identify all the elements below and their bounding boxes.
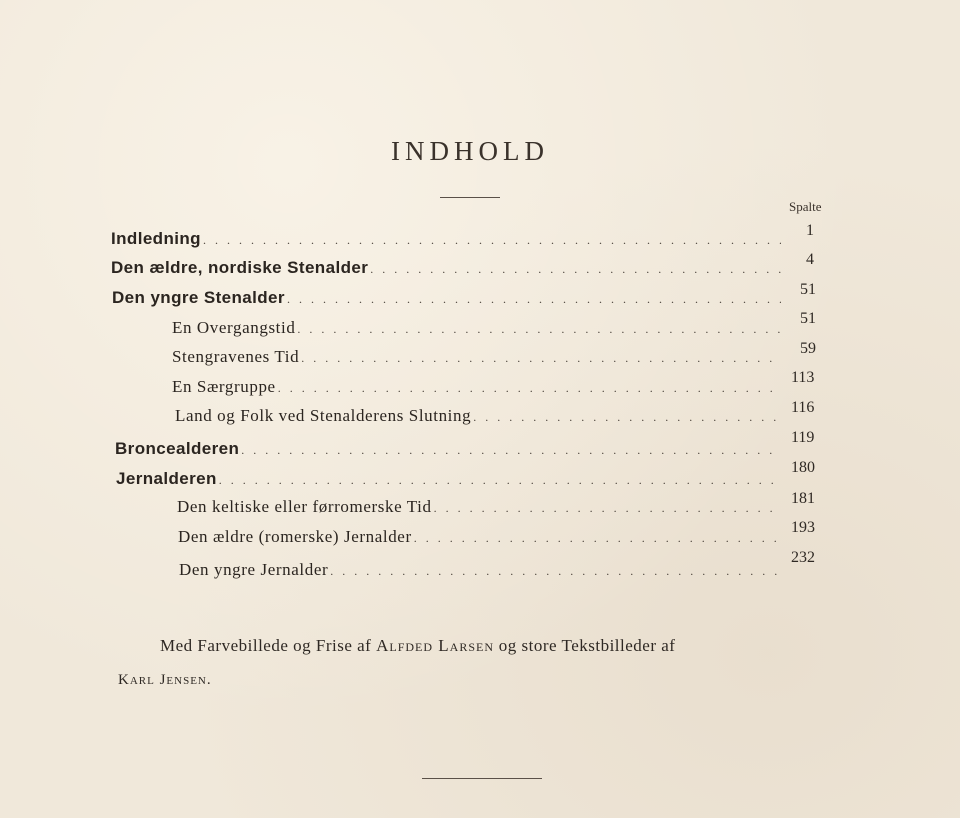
toc-entry bbox=[177, 497, 786, 517]
toc-entry-label: Den ældre, nordiske Stenalder bbox=[111, 258, 369, 277]
dot-leader bbox=[297, 322, 780, 337]
toc-entry-label: Jernalderen bbox=[116, 469, 217, 488]
toc-entry-label: Den yngre Jernalder bbox=[179, 560, 329, 579]
toc-entry-label: En Overgangstid bbox=[172, 318, 296, 337]
dot-leader bbox=[330, 564, 780, 579]
toc-entry-page: 193 bbox=[791, 519, 815, 536]
toc-entry bbox=[111, 258, 787, 278]
toc-entry-page: 181 bbox=[791, 490, 815, 507]
toc-entry-page: 119 bbox=[791, 429, 815, 446]
toc-entry-page: 116 bbox=[791, 399, 815, 416]
dot-leader bbox=[434, 501, 780, 516]
toc-entry-page: 51 bbox=[800, 281, 816, 298]
toc-entry-label: Den ældre (romerske) Jernalder bbox=[178, 527, 412, 546]
illustration-credit-line bbox=[118, 672, 212, 689]
toc-entry-label: Stengravenes Tid bbox=[172, 347, 300, 366]
dot-leader bbox=[278, 381, 778, 396]
toc-entry bbox=[115, 439, 786, 459]
toc-entry-label: Den yngre Stenalder bbox=[112, 288, 285, 307]
dot-leader bbox=[473, 410, 778, 425]
toc-entry bbox=[179, 560, 786, 580]
title-divider bbox=[440, 197, 500, 198]
toc-entry bbox=[172, 377, 784, 397]
credit-text: og store Tekstbilleder af bbox=[498, 636, 676, 655]
artist-name: Karl Jensen. bbox=[118, 672, 212, 688]
page-column-header: Spalte bbox=[789, 199, 822, 214]
toc-entry-page: 4 bbox=[806, 251, 814, 268]
illustration-credit-line bbox=[160, 636, 675, 656]
toc-entry bbox=[175, 406, 784, 426]
toc-entry bbox=[116, 469, 786, 489]
toc-entry bbox=[111, 229, 787, 249]
toc-entry-label: Den keltiske eller førromerske Tid bbox=[177, 497, 432, 516]
page-title: INDHOLD bbox=[391, 136, 549, 166]
dot-leader bbox=[219, 473, 780, 488]
toc-entry-label: Broncealderen bbox=[115, 439, 240, 458]
toc-entry bbox=[178, 527, 786, 547]
toc-entry-page: 51 bbox=[800, 310, 816, 327]
toc-entry bbox=[112, 288, 787, 308]
dot-leader bbox=[203, 233, 781, 248]
bottom-divider bbox=[422, 778, 542, 779]
dot-leader bbox=[287, 292, 781, 307]
artist-name: Alfded Larsen bbox=[376, 636, 495, 655]
toc-entry-page: 59 bbox=[800, 340, 816, 357]
toc-entry bbox=[172, 347, 786, 367]
toc-entry-page: 232 bbox=[791, 549, 815, 566]
toc-entry bbox=[172, 318, 786, 338]
toc-entry-label: Land og Folk ved Stenalderens Slutning bbox=[175, 406, 472, 425]
dot-leader bbox=[414, 531, 780, 546]
toc-entry-page: 1 bbox=[806, 222, 814, 239]
toc-entry-label: En Særgruppe bbox=[172, 377, 276, 396]
toc-entry-label: Indledning bbox=[111, 229, 201, 248]
credit-text: Med Farvebillede og Frise af bbox=[160, 636, 372, 655]
dot-leader bbox=[301, 351, 780, 366]
dot-leader bbox=[241, 443, 780, 458]
dot-leader bbox=[370, 262, 781, 277]
toc-entry-page: 113 bbox=[791, 369, 815, 386]
toc-entry-page: 180 bbox=[791, 459, 815, 476]
